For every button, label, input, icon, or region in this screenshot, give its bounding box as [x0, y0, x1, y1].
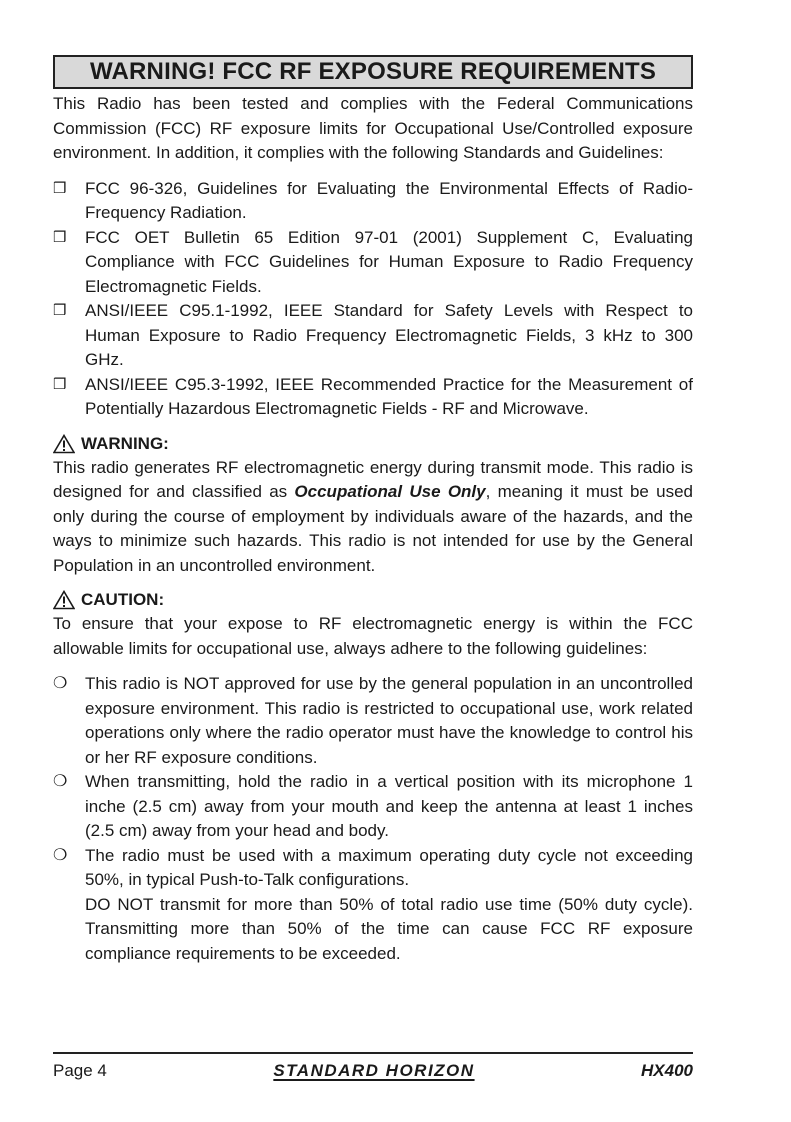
- caution-item-main: The radio must be used with a maximum operating duty cycle not exceeding 50%, in typical Push-to-Talk configurations.: [85, 845, 693, 889]
- warning-triangle-icon: [53, 434, 75, 454]
- square-bullet-icon: ❒: [53, 179, 67, 197]
- caution-item-text: [85, 844, 693, 967]
- warning-heading-label: WARNING:: [81, 433, 169, 453]
- standard-text: ANSI/IEEE C95.1-1992, IEEE Standard for Safety Levels with Respect to Human Exposure to Radio Frequency Electromagnetic Fields, 3 kHz to 300 GHz.: [85, 301, 693, 369]
- caution-heading-label: CAUTION:: [81, 590, 165, 609]
- list-item: [53, 844, 693, 967]
- standard-text: FCC 96-326, Guidelines for Evaluating the Environmental Effects of Radio-Frequency Radiation.: [85, 178, 693, 222]
- list-item: [53, 177, 693, 226]
- manual-page: [53, 55, 693, 966]
- square-bullet-icon: ❒: [53, 375, 67, 393]
- caution-list: [53, 672, 693, 966]
- brand-logo: STANDARD HORIZON: [273, 1061, 475, 1080]
- caution-item-text: This radio is NOT approved for use by the general population in an uncontrolled exposure environment. This radio is restricted to occupational use, work related operations only where the radio operator must have the knowledge to control his or her RF exposure conditions.: [85, 674, 693, 767]
- warning-text-start: This radio generates RF electromagnetic energy during transmit mode. This radio is designed for and classified as: [53, 457, 693, 501]
- warning-emphasis: Occupational Use Only: [294, 482, 486, 501]
- footer-rule: [53, 1052, 693, 1054]
- list-item: [53, 299, 693, 373]
- standard-text: ANSI/IEEE C95.3-1992, IEEE Recommended Practice for the Measurement of Potentially Hazardous Electromagnetic Fields - RF and Microwave.: [85, 374, 693, 418]
- list-item: [53, 373, 693, 422]
- circle-bullet-icon: ❍: [53, 773, 68, 790]
- caution-item-text: When transmitting, hold the radio in a vertical position with its microphone 1 inche (2.5 cm) away from your mouth and keep the antenna at least 1 inches (2.5 cm) away from your head and body.: [85, 772, 693, 840]
- page-title-box: [53, 55, 693, 89]
- page-title: WARNING! FCC RF EXPOSURE REQUIREMENTS: [89, 58, 657, 85]
- circle-bullet-icon: ❍: [53, 846, 68, 864]
- caution-item-note: DO NOT transmit for more than 50% of total radio use time (50% duty cycle). Transmitting more than 50% of the time can cause FCC RF exposure compliance requirements to be exceeded.: [85, 894, 693, 963]
- circle-bullet-icon: ❍: [53, 675, 68, 692]
- square-bullet-icon: ❒: [53, 302, 67, 319]
- page-number: Page 4: [53, 1061, 107, 1080]
- standard-text: FCC OET Bulletin 65 Edition 97-01 (2001) Supplement C, Evaluating Compliance with FCC Guidelines for Human Exposure to Radio Frequency Electromagnetic Fields.: [85, 227, 693, 296]
- warning-text-end: , meaning it must be used only during the course of employment by individuals aware of the hazards, and the ways to minimize such hazards. This radio is not intended for use by the General Population in an uncontrolled environment.: [53, 482, 694, 575]
- standards-list: [53, 177, 693, 422]
- model-name: HX400: [641, 1061, 693, 1080]
- caution-heading: [53, 588, 693, 612]
- caution-paragraph: To ensure that your expose to RF electromagnetic energy is within the FCC allowable limits for occupational use, always adhere to the following guidelines:: [53, 614, 693, 658]
- intro-paragraph: This Radio has been tested and complies with the Federal Communications Commission (FCC) RF exposure limits for Occupational Use/Controlled exposure environment. In addition, it complies with the following Standards and Guidelines:: [53, 94, 693, 162]
- list-item: [53, 770, 693, 844]
- warning-heading: [53, 432, 693, 456]
- warning-triangle-icon: [53, 590, 75, 610]
- list-item: [53, 226, 693, 300]
- warning-paragraph: [53, 456, 693, 579]
- page-footer: [53, 1058, 693, 1084]
- square-bullet-icon: ❒: [53, 228, 67, 246]
- list-item: [53, 672, 693, 770]
